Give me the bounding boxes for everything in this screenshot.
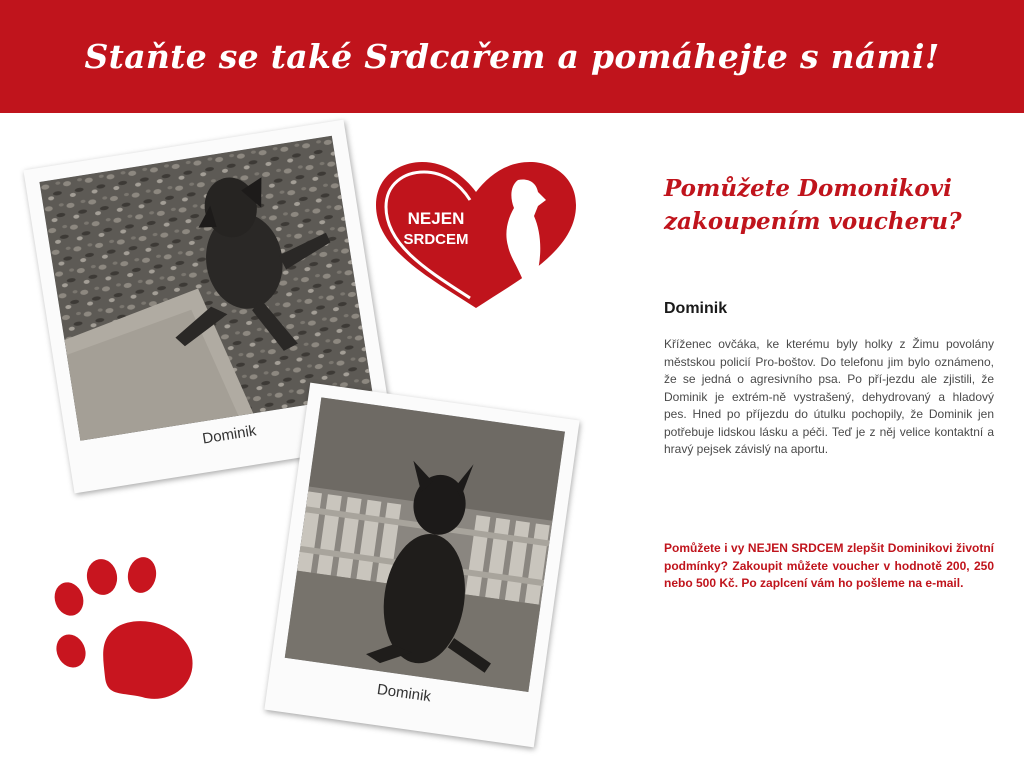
dog-sitting-photo-icon (285, 397, 565, 692)
dog-photo-2 (285, 397, 565, 692)
heart-dog-icon (370, 160, 582, 310)
top-banner (0, 0, 1024, 113)
paw-print-icon (47, 557, 207, 707)
logo-line1: NEJEN (407, 209, 465, 228)
headline (664, 172, 994, 238)
logo-line2: SRDCEM (403, 231, 469, 248)
call-to-action: Pomůžete i vy NEJEN SRDCEM zlepšit Dominikovi životní podmínky? Zakoupit můžete voucher v hodnotě 200, 250 nebo 500 Kč. Po zaplcení vám ho pošleme na e-mail. (664, 541, 994, 590)
headline-line2: zakoupením voucheru? (664, 208, 962, 235)
photo-caption-1: Dominik (201, 422, 258, 448)
nejen-srdcem-logo (370, 160, 582, 310)
dog-story: Kříženec ovčáka, ke kterému byly holky z Žimu povolány městskou policií Pro-boštov. Do telefonu jim bylo oznámeno, že se jedná o agresivního psa. Po pří-jezdu ale zjistili, že Dominik je extrém-ně vystrašený, dehydrovaný a hladový pes. Hned po příjezdu do útulku pochopily, že Dominik jen potřebuje lidskou lásku a péči. Teď je z něj velice kontaktní a hravý pejsek závislý na aportu. (664, 337, 994, 456)
banner-title: Staňte se také Srdcařem a pomáhejte s námi! (84, 37, 940, 76)
paw-print (47, 557, 207, 707)
polaroid-photo-2 (264, 383, 579, 748)
photo-caption-2: Dominik (375, 681, 432, 706)
dog-name: Dominik (664, 300, 728, 317)
headline-line1: Pomůžete Domonikovi (664, 175, 952, 202)
